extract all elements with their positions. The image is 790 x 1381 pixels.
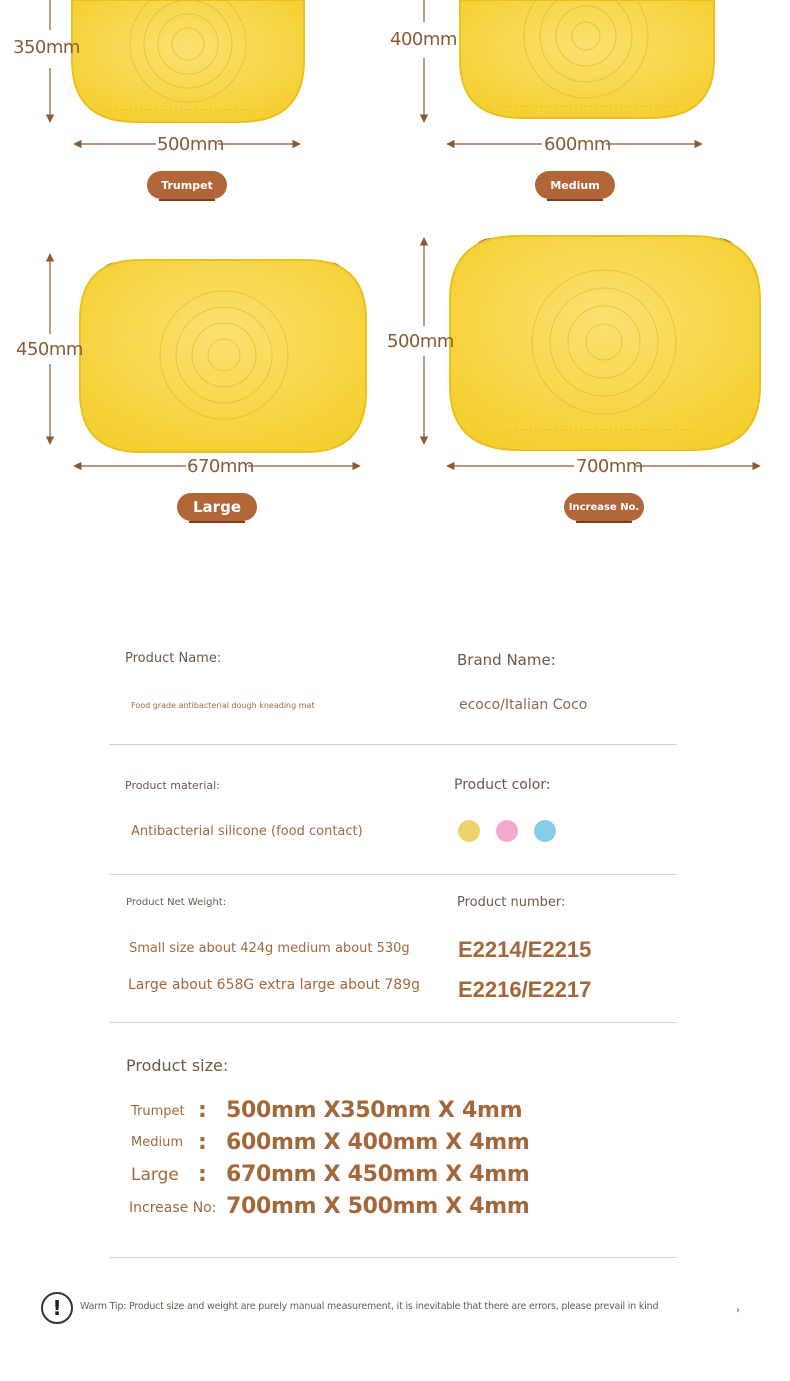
dim-height-trumpet: 350mm xyxy=(13,37,80,58)
size-pill-large: Large xyxy=(177,493,257,521)
warm-tip-trail: › xyxy=(736,1305,740,1316)
color-swatch-blue xyxy=(534,820,556,842)
size-row-label-increase: Increase No: xyxy=(129,1200,217,1216)
weight-line-1: Small size about 424g medium about 530g xyxy=(129,941,410,956)
divider-4 xyxy=(109,1257,677,1258)
size-pill-medium: Medium xyxy=(535,171,615,199)
warning-icon: ! xyxy=(41,1292,73,1324)
weight-line-2: Large about 658G extra large about 789g xyxy=(128,977,421,993)
product-name-label: Product Name: xyxy=(125,651,222,666)
product-name-value: Food grade antibacterial dough kneading mat xyxy=(131,701,315,710)
product-size-label: Product size: xyxy=(126,1056,229,1075)
size-row-label-medium: Medium xyxy=(131,1135,183,1150)
size-row-value-increase: 700mm X 500mm X 4mm xyxy=(226,1194,530,1219)
number-line-1: E2214/E2215 xyxy=(458,937,592,962)
weight-label: Product Net Weight: xyxy=(126,897,227,908)
size-row-value-large: 670mm X 450mm X 4mm xyxy=(226,1162,530,1187)
size-row-label-large: Large xyxy=(131,1165,179,1185)
size-diagrams xyxy=(0,0,790,540)
dim-width-trumpet: 500mm xyxy=(157,134,224,155)
size-row-colon: : xyxy=(198,1098,207,1123)
brand-name-value: ecoco/Italian Coco xyxy=(459,697,588,713)
dim-width-increase: 700mm xyxy=(576,456,643,477)
color-swatch-pink xyxy=(496,820,518,842)
mat-medium xyxy=(460,0,714,118)
brand-name-label: Brand Name: xyxy=(457,651,556,669)
divider-2 xyxy=(109,874,677,875)
dim-height-increase: 500mm xyxy=(387,331,454,352)
divider-3 xyxy=(109,1022,677,1023)
number-label: Product number: xyxy=(457,895,566,910)
mat-trumpet xyxy=(72,0,304,122)
size-row-label-trumpet: Trumpet xyxy=(131,1104,185,1119)
material-value: Antibacterial silicone (food contact) xyxy=(131,824,363,839)
size-row-value-medium: 600mm X 400mm X 4mm xyxy=(226,1130,530,1155)
size-row-colon: : xyxy=(198,1130,207,1155)
color-label: Product color: xyxy=(454,777,551,793)
dim-height-large: 450mm xyxy=(16,339,83,360)
warm-tip-text: Warm Tip: Product size and weight are purely manual measurement, it is inevitable that there are errors, please prevail in kind xyxy=(80,1301,659,1312)
material-label: Product material: xyxy=(125,779,220,792)
color-swatch-yellow xyxy=(458,820,480,842)
dim-width-large: 670mm xyxy=(187,456,254,477)
dim-height-medium: 400mm xyxy=(390,29,457,50)
divider-1 xyxy=(109,744,677,745)
dim-width-medium: 600mm xyxy=(544,134,611,155)
size-row-value-trumpet: 500mm X350mm X 4mm xyxy=(226,1098,523,1123)
size-pill-trumpet: Trumpet xyxy=(147,171,227,199)
number-line-2: E2216/E2217 xyxy=(458,977,592,1002)
size-pill-increase: Increase No. xyxy=(564,493,644,521)
size-row-colon: : xyxy=(198,1162,207,1187)
mat-large xyxy=(80,260,366,452)
mat-increase xyxy=(450,236,760,450)
